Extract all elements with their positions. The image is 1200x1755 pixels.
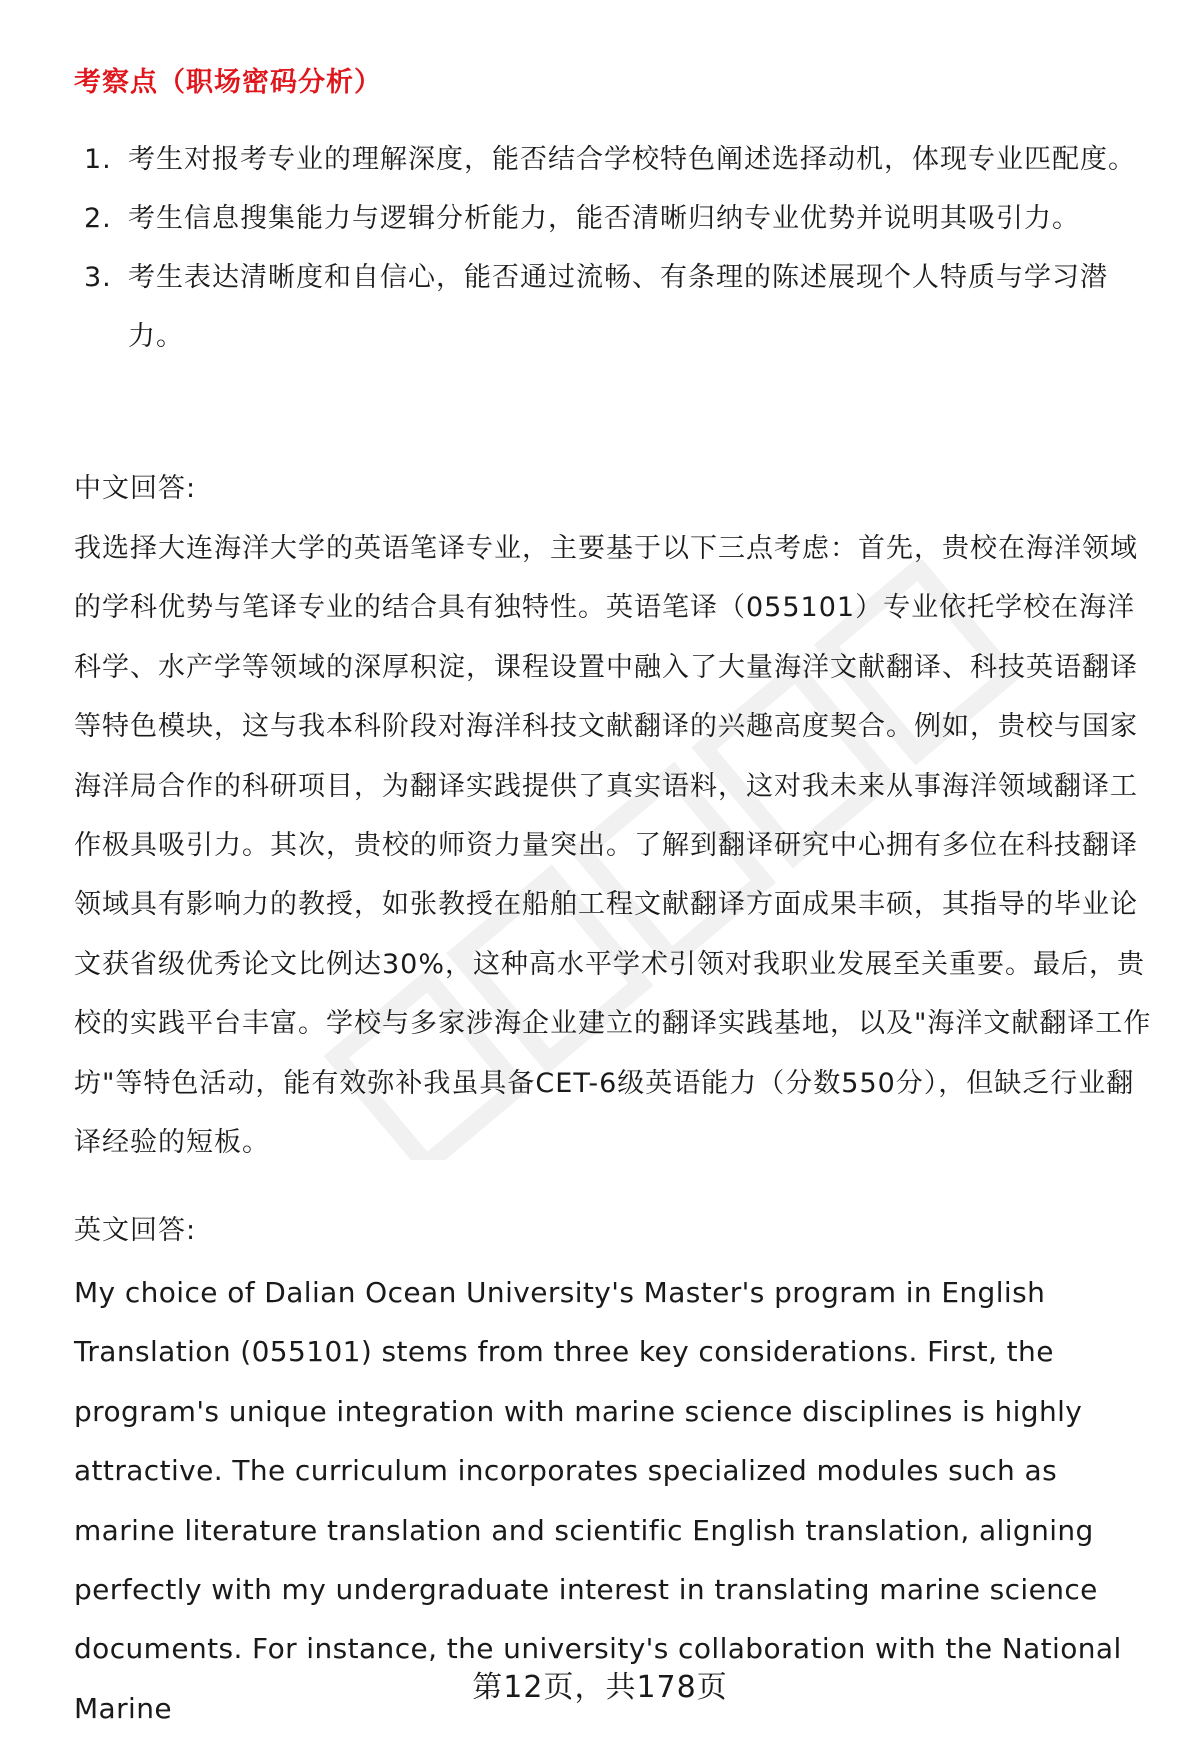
list-number: 2. — [84, 203, 112, 234]
points-list — [74, 130, 1154, 366]
list-item — [74, 248, 1154, 366]
english-answer-label: 英文回答: — [74, 1215, 197, 1246]
list-item-text: 考生表达清晰度和自信心，能否通过流畅、有条理的陈述展现个人特质与学习潜力。 — [128, 262, 1108, 352]
list-number: 1. — [84, 144, 112, 175]
page-number: 第12页，共178页 — [472, 1670, 728, 1705]
list-number: 3. — [84, 262, 112, 293]
section-title: 考察点（职场密码分析） — [74, 67, 382, 98]
list-item — [74, 130, 1154, 189]
chinese-answer-label: 中文回答: — [74, 473, 197, 504]
chinese-answer-text: 我选择大连海洋大学的英语笔译专业，主要基于以下三点考虑：首先，贵校在海洋领域的学科优势与笔译专业的结合具有独特性。英语笔译（055101）专业依托学校在海洋科学、水产学等领域的深厚积淀，课程设置中融入了大量海洋文献翻译、科技英语翻译等特色模块，这与我本科阶段对海洋科技文献翻译的兴趣高度契合。例如，贵校与国家海洋局合作的科研项目，为翻译实践提供了真实语料，这对我未来从事海洋领域翻译工作极具吸引力。其次，贵校的师资力量突出。了解到翻译研究中心拥有多位在科技翻译领域具有影响力的教授，如张教授在船舶工程文献翻译方面成果丰硕，其指导的毕业论文获省级优秀论文比例达30%，这种高水平学术引领对我职业发展至关重要。最后，贵校的实践平台丰富。学校与多家涉海企业建立的翻译实践基地，以及"海洋文献翻译工作坊"等特色活动，能有效弥补我虽具备CET-6级英语能力（分数550分），但缺乏行业翻译经验的短板。 — [74, 533, 1152, 1159]
list-item-text: 考生对报考专业的理解深度，能否结合学校特色阐述选择动机，体现专业匹配度。 — [128, 144, 1136, 175]
list-item-text: 考生信息搜集能力与逻辑分析能力，能否清晰归纳专业优势并说明其吸引力。 — [128, 203, 1080, 234]
list-item — [74, 189, 1154, 248]
english-answer-text: My choice of Dalian Ocean University's Master's program in English Translation (055101) stems from three key considerations. First, the program's unique integration with marine science disciplines is highly attractive. The curriculum incorporates specialized modules such as marine literature translation and scientific English translation, aligning perfectly with my undergraduate interest in translating marine science documents. For instance, the university's collaboration with the National Marine — [74, 1276, 1122, 1725]
